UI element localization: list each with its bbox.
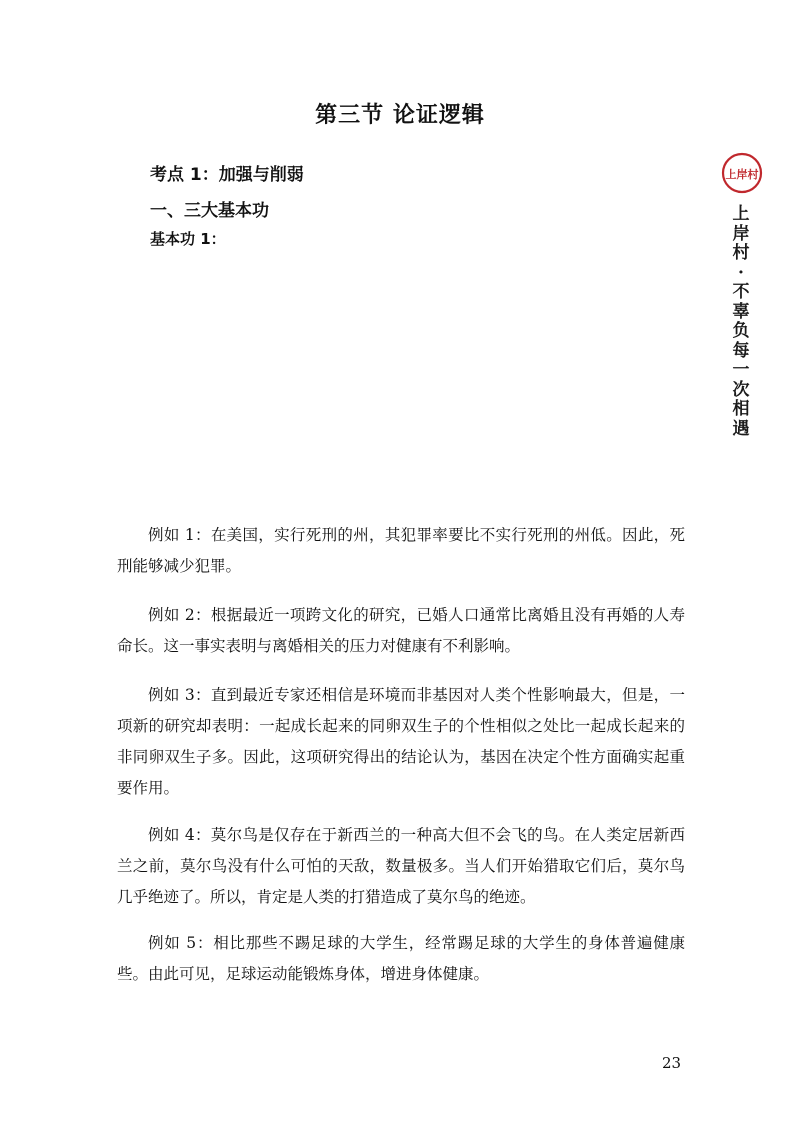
example-paragraph-2: 例如 2：根据最近一项跨文化的研究，已婚人口通常比离婚且没有再婚的人寿命长。这一事实表明与离婚相关的压力对健康有不利影响。 <box>117 606 685 655</box>
brand-seal-logo <box>719 150 765 196</box>
skill-heading: 基本功 1： <box>150 230 226 248</box>
kaodian-heading: 考点 1：加强与削弱 <box>150 165 304 185</box>
example-paragraph-3: 例如 3：直到最近专家还相信是环境而非基因对人类个性影响最大，但是，一项新的研究却表明：一起成长起来的同卵双生子的个性相似之处比一起成长起来的非同卵双生子多。因此，这项研究得出的结论认为，基因在决定个性方面确实起重要作用。 <box>117 686 685 797</box>
page-title: 第三节 论证逻辑 <box>315 103 485 128</box>
brand-motto: 上岸村·不辜负每一次相遇 <box>732 204 750 439</box>
example-paragraph-5: 例如 5：相比那些不踢足球的大学生，经常踢足球的大学生的身体普遍健康些。由此可见，足球运动能锻炼身体，增进身体健康。 <box>117 934 685 983</box>
section-heading: 一、三大基本功 <box>150 201 269 221</box>
page-number: 23 <box>662 1054 682 1072</box>
seal-text: 上岸村 <box>725 168 759 181</box>
example-paragraph-4: 例如 4：莫尔鸟是仅存在于新西兰的一种高大但不会飞的鸟。在人类定居新西兰之前，莫尔鸟没有什么可怕的天敌，数量极多。当人们开始猎取它们后，莫尔鸟几乎绝迹了。所以，肯定是人类的打猎造成了莫尔鸟的绝迹。 <box>117 826 685 906</box>
example-paragraph-1: 例如 1：在美国，实行死刑的州，其犯罪率要比不实行死刑的州低。因此，死刑能够减少犯罪。 <box>117 526 685 575</box>
